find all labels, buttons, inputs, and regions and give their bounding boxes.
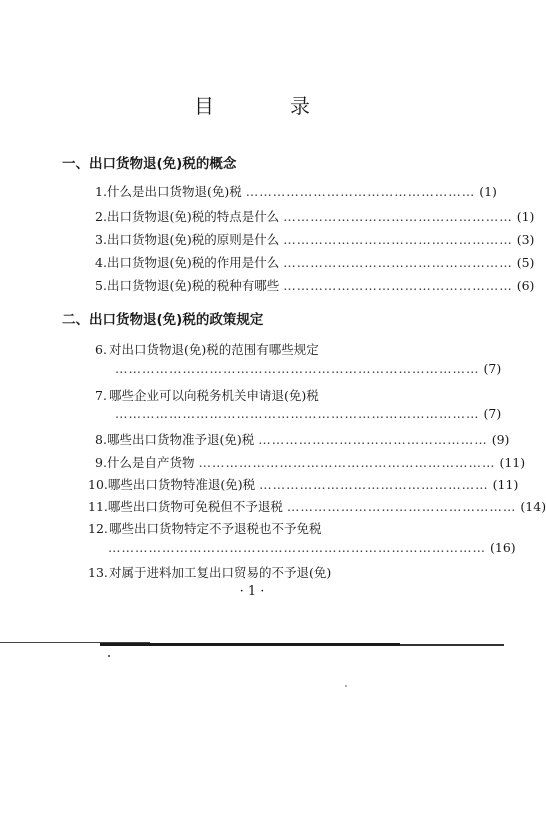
entry-number: 3. [95,232,107,247]
toc-entry-2[interactable] [95,207,535,225]
entry-title: 对属于进料加工复出口贸易的不予退(免) [109,565,332,580]
toc-entry-10[interactable] [88,475,519,493]
entry-page: (11) [499,455,526,470]
entry-title: 对出口货物退(免)税的范围有哪些规定 [109,342,319,357]
toc-entry-3[interactable] [95,230,535,248]
entry-title: 什么是出口货物退(免)税 [106,184,242,199]
entry-title: 哪些出口货物特定不予退税也不予免税 [109,521,322,536]
toc-entry-1[interactable] [95,182,497,200]
entry-page: (11) [492,477,519,492]
scan-speck [345,685,347,687]
entry-page: (14) [520,499,546,514]
entry-number: 6. [95,342,107,357]
scan-speck [108,655,110,657]
toc-entry-7[interactable] [95,386,381,404]
entry-page: (6) [516,278,535,293]
entry-number: 1. [95,184,107,199]
entry-title: 出口货物退(免)税的作用是什么 [106,255,280,270]
toc-entry-4[interactable] [95,253,535,271]
toc-entry-11[interactable] [88,497,546,515]
entry-title: 哪些出口货物可免税但不予退税 [107,499,283,514]
dot-leader: ………………………………………………………………………… [108,540,486,555]
dot-leader: …………………………………………… [283,209,513,224]
dot-leader: ……………………………………………………………………… [115,406,480,421]
entry-number: 12. [88,521,108,536]
toc-entry-13[interactable] [88,563,381,581]
entry-page: (16) [490,540,516,555]
section-heading-2: 二、出口货物退(免)税的政策规定 [62,312,264,328]
entry-title: 哪些企业可以向税务机关申请退(免)税 [109,388,319,403]
dot-leader: ……………………………………………………………………… [115,361,480,376]
toc-entry-7-leader [115,406,502,421]
entry-number: 13. [88,565,108,580]
entry-number: 2. [95,209,107,224]
entry-page: (7) [483,406,502,421]
entry-number: 11. [88,499,108,514]
page-number: · 1 · [239,584,265,599]
toc-entry-12[interactable] [88,519,381,537]
entry-page: (7) [483,361,502,376]
entry-title: 出口货物退(免)税的原则是什么 [106,232,280,247]
entry-number: 7. [95,388,107,403]
entry-page: (3) [516,232,535,247]
dot-leader: ………………………………………………………… [198,455,496,470]
page-title: 目 录 [194,94,338,118]
entry-title: 出口货物退(免)税的税种有哪些 [106,278,280,293]
toc-entry-6[interactable] [95,340,381,358]
entry-page: (9) [491,432,510,447]
dot-leader: …………………………………………… [286,499,517,514]
toc-entry-12-leader [108,540,516,555]
dot-leader: …………………………………………… [259,477,489,492]
scan-edge-line [400,644,504,646]
entry-number: 5. [95,278,107,293]
entry-title: 哪些出口货物准予退(免)税 [106,432,255,447]
section-heading-1: 一、出口货物退(免)税的概念 [62,156,237,172]
toc-entry-8[interactable] [95,430,510,448]
entry-page: (1) [516,209,535,224]
entry-title: 哪些出口货物特准退(免)税 [107,477,256,492]
dot-leader: …………………………………………… [283,232,513,247]
dot-leader: …………………………………………… [245,184,476,199]
toc-entry-9[interactable] [95,453,526,471]
entry-number: 9. [95,455,107,470]
dot-leader: …………………………………………… [283,278,513,293]
entry-title: 什么是自产货物 [106,455,195,470]
entry-number: 10. [88,477,108,492]
entry-number: 8. [95,432,107,447]
scan-edge-line [100,643,400,646]
entry-title: 出口货物退(免)税的特点是什么 [106,209,280,224]
entry-number: 4. [95,255,107,270]
entry-page: (1) [479,184,497,199]
toc-entry-5[interactable] [95,276,535,294]
dot-leader: …………………………………………… [258,432,488,447]
entry-page: (5) [516,255,535,270]
toc-entry-6-leader [115,361,502,376]
dot-leader: …………………………………………… [283,255,513,270]
